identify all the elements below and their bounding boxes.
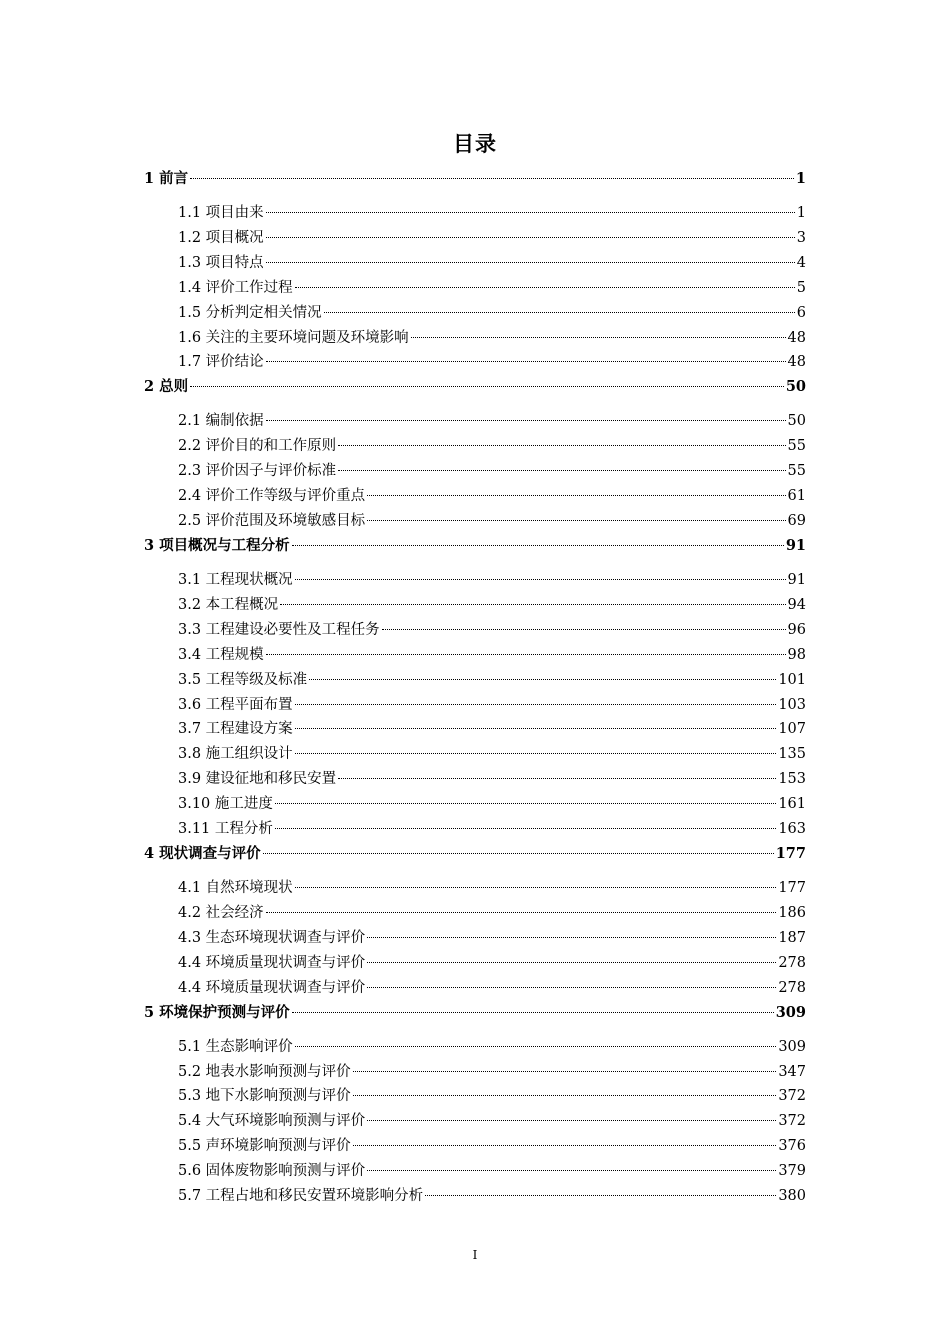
toc-entry-page: 163 [778,821,806,837]
toc-dot-leader [190,386,784,387]
toc-entry-title: 1.3 项目特点 [178,254,264,271]
toc-entry-title: 3.6 工程平面布置 [178,696,293,713]
toc-dot-leader [295,887,777,888]
toc-dot-leader [295,728,777,729]
toc-entry-title: 2 总则 [144,378,189,396]
toc-dot-leader [367,520,785,521]
toc-entry-title: 4 现状调查与评价 [144,845,261,862]
toc-section-entry[interactable] [178,1110,806,1132]
toc-dot-leader [353,1071,777,1072]
toc-entry-page: 91 [785,537,806,554]
toc-entry-title: 3.1 工程现状概况 [178,572,293,588]
toc-dot-leader [367,962,776,963]
toc-dot-leader [295,579,786,580]
toc-section-entry[interactable] [178,793,806,815]
toc-dot-leader [411,337,786,338]
toc-entry-page: 161 [778,796,806,813]
toc-section-entry[interactable] [178,619,806,641]
toc-entry-page: 6 [796,304,806,321]
toc-dot-leader [266,420,786,421]
toc-section-entry[interactable] [178,1135,806,1157]
toc-section-entry[interactable] [178,1160,806,1182]
toc-section-entry[interactable] [178,902,806,924]
toc-entry-page: 48 [787,354,806,371]
toc-entry-page: 177 [775,845,806,862]
toc-entry-page: 372 [778,1113,806,1130]
toc-dot-leader [295,753,777,754]
toc-dot-leader [295,287,795,288]
toc-dot-leader [292,545,784,546]
toc-dot-leader [309,679,776,680]
toc-dot-leader [266,654,786,655]
toc-entry-title: 1.6 关注的主要环境问题及环境影响 [178,329,409,346]
toc-entry-page: 96 [787,621,806,638]
toc-entry-page: 50 [785,378,806,396]
toc-entry-title: 2.2 评价目的和工作原则 [178,438,337,455]
toc-dot-leader [382,629,786,630]
toc-section-entry[interactable] [178,1085,806,1107]
toc-entry-title: 5.5 声环境影响预测与评价 [178,1138,351,1155]
toc-chapter-entry[interactable] [144,376,806,398]
toc-section-entry[interactable] [178,768,806,790]
toc-entry-title: 3.4 工程规模 [178,646,264,663]
toc-dot-leader [338,778,776,779]
toc-dot-leader [324,312,795,313]
page-title: 目录 [453,132,497,156]
toc-entry-page: 55 [787,463,806,480]
toc-entry-title: 2.1 编制依据 [178,413,264,430]
toc-entry-page: 101 [778,671,806,688]
toc-entry-page: 379 [778,1163,806,1180]
toc-entry-page: 153 [778,771,806,788]
toc-entry-title: 4.4 环境质量现状调查与评价 [178,954,366,971]
toc-section-entry[interactable] [178,669,806,691]
toc-section-entry[interactable] [178,977,806,999]
toc-dot-leader [367,495,785,496]
toc-entry-title: 3.8 施工组织设计 [178,746,293,763]
toc-dot-leader [295,704,777,705]
toc-entry-title: 3.3 工程建设必要性及工程任务 [178,621,380,638]
toc-entry-title: 3 项目概况与工程分析 [144,537,290,554]
toc-section-entry[interactable] [178,351,806,373]
toc-entry-title: 5.1 生态影响评价 [178,1038,293,1055]
toc-entry-page: 91 [787,572,806,588]
toc-entry-title: 3.9 建设征地和移民安置 [178,771,337,788]
toc-entry-title: 1.7 评价结论 [178,354,264,371]
toc-entry-page: 69 [787,513,806,529]
toc-dot-leader [266,237,795,238]
toc-section-entry[interactable] [178,1061,806,1083]
toc-dot-leader [266,262,795,263]
toc-section-entry[interactable] [178,252,806,274]
toc-entry-page: 103 [778,696,806,713]
toc-entry-title: 1.2 项目概况 [178,229,264,246]
toc-entry-title: 3.7 工程建设方案 [178,721,293,738]
toc-section-entry[interactable] [178,718,806,740]
toc-dot-leader [266,212,795,213]
toc-chapter-entry[interactable] [144,168,806,190]
toc-entry-title: 2.5 评价范围及环境敏感目标 [178,513,366,529]
toc-entry-page: 309 [778,1038,806,1055]
toc-dot-leader [280,604,785,605]
toc-section-entry[interactable] [178,927,806,949]
toc-dot-leader [367,937,776,938]
toc-entry-page: 278 [778,954,806,971]
toc-entry-page: 186 [778,904,806,921]
toc-section-entry[interactable] [178,1185,806,1207]
toc-entry-title: 5.3 地下水影响预测与评价 [178,1088,351,1105]
toc-section-entry[interactable] [178,277,806,299]
toc-entry-title: 3.11 工程分析 [178,821,273,837]
toc-section-entry[interactable] [178,485,806,507]
toc-entry-page: 4 [796,254,806,271]
toc-entry-title: 5 环境保护预测与评价 [144,1003,290,1021]
toc-chapter-entry[interactable] [144,843,806,865]
toc-entry-page: 177 [778,880,806,896]
toc-section-entry[interactable] [178,594,806,616]
toc-entry-page: 309 [775,1003,806,1021]
toc-entry-title: 5.6 固体废物影响预测与评价 [178,1163,366,1180]
toc-entry-page: 5 [796,279,806,296]
toc-entry-page: 187 [778,929,806,946]
toc-dot-leader [266,912,777,913]
toc-dot-leader [353,1145,777,1146]
toc-entry-page: 107 [778,721,806,738]
toc-dot-leader [263,853,774,854]
toc-dot-leader [367,1170,776,1171]
toc-section-entry[interactable] [178,952,806,974]
toc-dot-leader [275,803,776,804]
toc-dot-leader [367,1120,776,1121]
toc-entry-page: 48 [787,329,806,346]
toc-entry-title: 3.2 本工程概况 [178,596,279,613]
toc-section-entry[interactable] [178,460,806,482]
toc-section-entry[interactable] [178,227,806,249]
toc-dot-leader [367,987,776,988]
toc-entry-page: 347 [778,1063,806,1080]
toc-section-entry[interactable] [178,435,806,457]
toc-entry-page: 135 [778,746,806,763]
toc-entry-page: 1 [796,205,806,221]
toc-dot-leader [338,445,785,446]
toc-entry-title: 1.5 分析判定相关情况 [178,304,322,321]
toc-entry-title: 4.1 自然环境现状 [178,880,293,896]
toc-dot-leader [425,1195,776,1196]
toc-section-entry[interactable] [178,327,806,349]
toc-dot-leader [292,1012,774,1013]
toc-section-entry[interactable] [178,410,806,432]
toc-entry-title: 4.3 生态环境现状调查与评价 [178,929,366,946]
toc-section-entry[interactable] [178,743,806,765]
toc-entry-page: 3 [796,229,806,246]
toc-dot-leader [266,361,786,362]
page-number: I [472,1248,478,1262]
toc-entry-title: 2.4 评价工作等级与评价重点 [178,488,366,505]
toc-entry-title: 5.2 地表水影响预测与评价 [178,1063,351,1080]
toc-section-entry[interactable] [178,569,806,591]
toc-entry-page: 55 [787,438,806,455]
toc-dot-leader [353,1095,777,1096]
toc-entry-page: 50 [787,413,806,430]
toc-entry-page: 372 [778,1088,806,1105]
toc-entry-page: 278 [778,979,806,996]
toc-chapter-entry[interactable] [144,1002,806,1024]
toc-section-entry[interactable] [178,818,806,840]
toc-section-entry[interactable] [178,510,806,532]
toc-chapter-entry[interactable] [144,535,806,557]
toc-section-entry[interactable] [178,202,806,224]
toc-entry-title: 5.4 大气环境影响预测与评价 [178,1113,366,1130]
toc-entry-page: 380 [778,1188,806,1204]
toc-entry-page: 94 [787,596,806,613]
toc-section-entry[interactable] [178,644,806,666]
toc-entry-title: 2.3 评价因子与评价标准 [178,463,337,480]
toc-dot-leader [338,470,785,471]
toc-dot-leader [190,178,794,179]
toc-section-entry[interactable] [178,877,806,899]
toc-section-entry[interactable] [178,694,806,716]
toc-entry-page: 98 [787,646,806,663]
toc-entry-title: 3.5 工程等级及标准 [178,671,308,688]
toc-entry-page: 376 [778,1138,806,1155]
toc-entry-title: 1.1 项目由来 [178,205,264,221]
toc-entry-page: 61 [787,488,806,505]
toc-entry-title: 1.4 评价工作过程 [178,279,293,296]
toc-entry-page: 1 [795,170,806,187]
toc-dot-leader [295,1046,777,1047]
toc-entry-title: 5.7 工程占地和移民安置环境影响分析 [178,1188,424,1204]
toc-dot-leader [275,828,776,829]
toc-entry-title: 1 前言 [144,170,189,187]
toc-section-entry[interactable] [178,302,806,324]
toc-entry-title: 4.4 环境质量现状调查与评价 [178,979,366,996]
toc-section-entry[interactable] [178,1036,806,1058]
toc-entry-title: 3.10 施工进度 [178,796,273,813]
toc-entry-title: 4.2 社会经济 [178,904,264,921]
